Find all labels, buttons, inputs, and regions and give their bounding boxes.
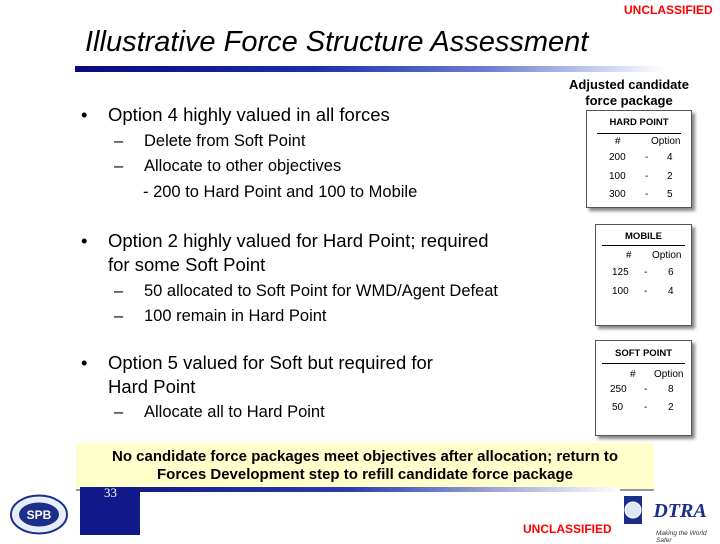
bullet-marker: • <box>81 352 88 373</box>
sub-item: – Delete from Soft Point <box>114 132 306 150</box>
page-title: Illustrative Force Structure Assessment <box>85 26 589 58</box>
title-underline <box>75 66 665 72</box>
soft-point-box: SOFT POINT # Option 250 - 8 50 - 2 <box>595 340 692 436</box>
box-title: MOBILE <box>625 231 662 242</box>
sub-sub-item: - 200 to Hard Point and 100 to Mobile <box>143 183 418 201</box>
bullet-option-4 <box>81 103 390 127</box>
sub-item: – 100 remain in Hard Point <box>114 307 327 325</box>
cell-count: 100 <box>612 286 629 297</box>
cell-option: 6 <box>668 267 674 278</box>
col-header-count: # <box>615 136 621 147</box>
cell-count: 300 <box>609 189 626 200</box>
bullet-option-2: • Option 2 highly valued for Hard Point; required for some Soft Point <box>81 230 489 275</box>
box-title: SOFT POINT <box>615 348 672 359</box>
cell-option: 4 <box>667 152 673 163</box>
cell-count: 100 <box>609 171 626 182</box>
cell-count: 125 <box>612 267 629 278</box>
spb-logo <box>8 493 70 536</box>
bullet-option-5: • Option 5 valued for Soft but required for Hard Point <box>81 352 433 397</box>
page-number: 33 <box>104 485 117 500</box>
cell-count: 50 <box>612 402 624 413</box>
col-header-count: # <box>626 250 632 261</box>
classification-banner-top: UNCLASSIFIED <box>624 3 713 17</box>
cell-option: 2 <box>668 402 674 413</box>
svg-text:SPB: SPB <box>26 508 52 522</box>
cell-option: 4 <box>668 286 674 297</box>
box-title: HARD POINT <box>609 117 669 128</box>
bullet-text: Option 4 highly valued in all forces <box>108 104 390 125</box>
col-header-count: # <box>630 369 636 380</box>
footer-rule <box>80 487 620 492</box>
cell-count: 200 <box>609 152 626 163</box>
col-header-option: Option <box>652 250 682 261</box>
col-header-option: Option <box>651 136 681 147</box>
cell-option: 5 <box>667 189 673 200</box>
sub-item: – 50 allocated to Soft Point for WMD/Agent Defeat <box>114 282 499 300</box>
svg-text:DTRA: DTRA <box>653 500 707 522</box>
candidate-package-heading: Adjusted candidate force package <box>569 77 689 108</box>
hard-point-box: HARD POINT # Option 200 - 4 100 - 2 300 - 5 <box>586 110 692 208</box>
col-header-option: Option <box>654 369 684 380</box>
bullet-marker: • <box>81 230 88 251</box>
conclusion-text: No candidate force packages meet objectives after allocation; return to Forces Development step to refill candidate force package <box>112 448 618 483</box>
sub-item: – Allocate to other objectives <box>114 157 342 175</box>
mobile-box: MOBILE # Option 125 - 6 100 - 4 <box>595 224 692 326</box>
dtra-tagline: Making the World Safer <box>656 530 707 544</box>
sub-item: – Allocate all to Hard Point <box>114 403 325 421</box>
classification-banner-bottom: UNCLASSIFIED <box>523 522 612 536</box>
cell-option: 8 <box>668 384 674 395</box>
cell-count: 250 <box>610 384 627 395</box>
cell-option: 2 <box>667 171 673 182</box>
bullet-marker: • <box>81 104 88 125</box>
